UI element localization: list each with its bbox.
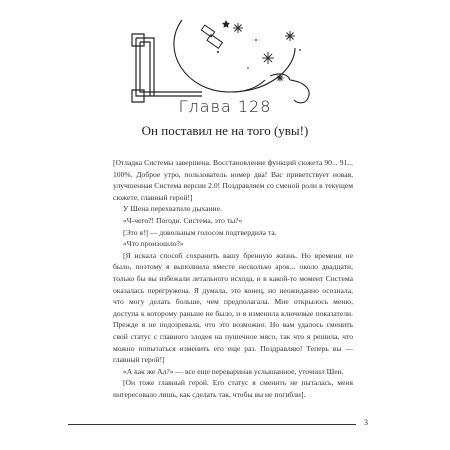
chapter-subtitle: Он поставил не на того (увы!) (141, 123, 309, 138)
chapter-title: Глава 128 (178, 97, 272, 116)
paragraph: [Он тоже главный герой. Его статус я сменить не пыталась, меня интересовало лишь, как сделать так, чтобы вы не погибли]. (113, 378, 353, 399)
chapter-header-illustration (130, 10, 330, 110)
gift-boxes (201, 25, 222, 48)
paragraph: [Это я!] — довольным голосом подтвердила та. (123, 227, 277, 237)
paragraph: «А как же Ал?» — все еще перевариная услышанное, уточнил Шен. (123, 366, 344, 376)
paragraph: [Отладка Системы завершена. Восстановление функций сюжета 90... 91... 100%. Доброе утро, пользователь номер два! Вас приветствует новая, улучшенная Система версии 2.0! Поздравляем со сменой роли в текущем сюжете, главный герой!] (113, 158, 353, 202)
paragraph: «Ч-чего?! Погоди. Система, это ты?» (123, 215, 243, 225)
paragraph: [Я искала способ сохранить вашу бренную жизнь. Но времени не было, поэтому я выполнила вместе несколько арок... около двадцати, только бы вы избежали летального исхода, и в какой-то момент Система оказалась перегружена. Я думала, это конец, но неожиданно осознала, что могу делать больше, чем предполагала. Мне открылось меню, доступа к которому раньше не было, и я изменила ключевые показатели. Прежде я не подозревала, что это возможно. Но вам удалось сменить свой статус с главного злодея на пушечное мясо, так что я решила, что можно попытаться изменить его еще раз. Поздравляю! Теперь вы — главный герой!] (113, 250, 353, 365)
paragraph: У Шена перехватило дыхание. (123, 204, 222, 214)
page-number: 3 (364, 418, 368, 427)
star-icon (217, 20, 301, 69)
chapter-body (113, 157, 353, 400)
paragraph: «Что произошло?» (123, 239, 184, 249)
snowflake-icon (233, 23, 295, 82)
footer-rule (68, 424, 356, 425)
snow-globe (174, 20, 309, 103)
meander-frame (132, 34, 202, 102)
